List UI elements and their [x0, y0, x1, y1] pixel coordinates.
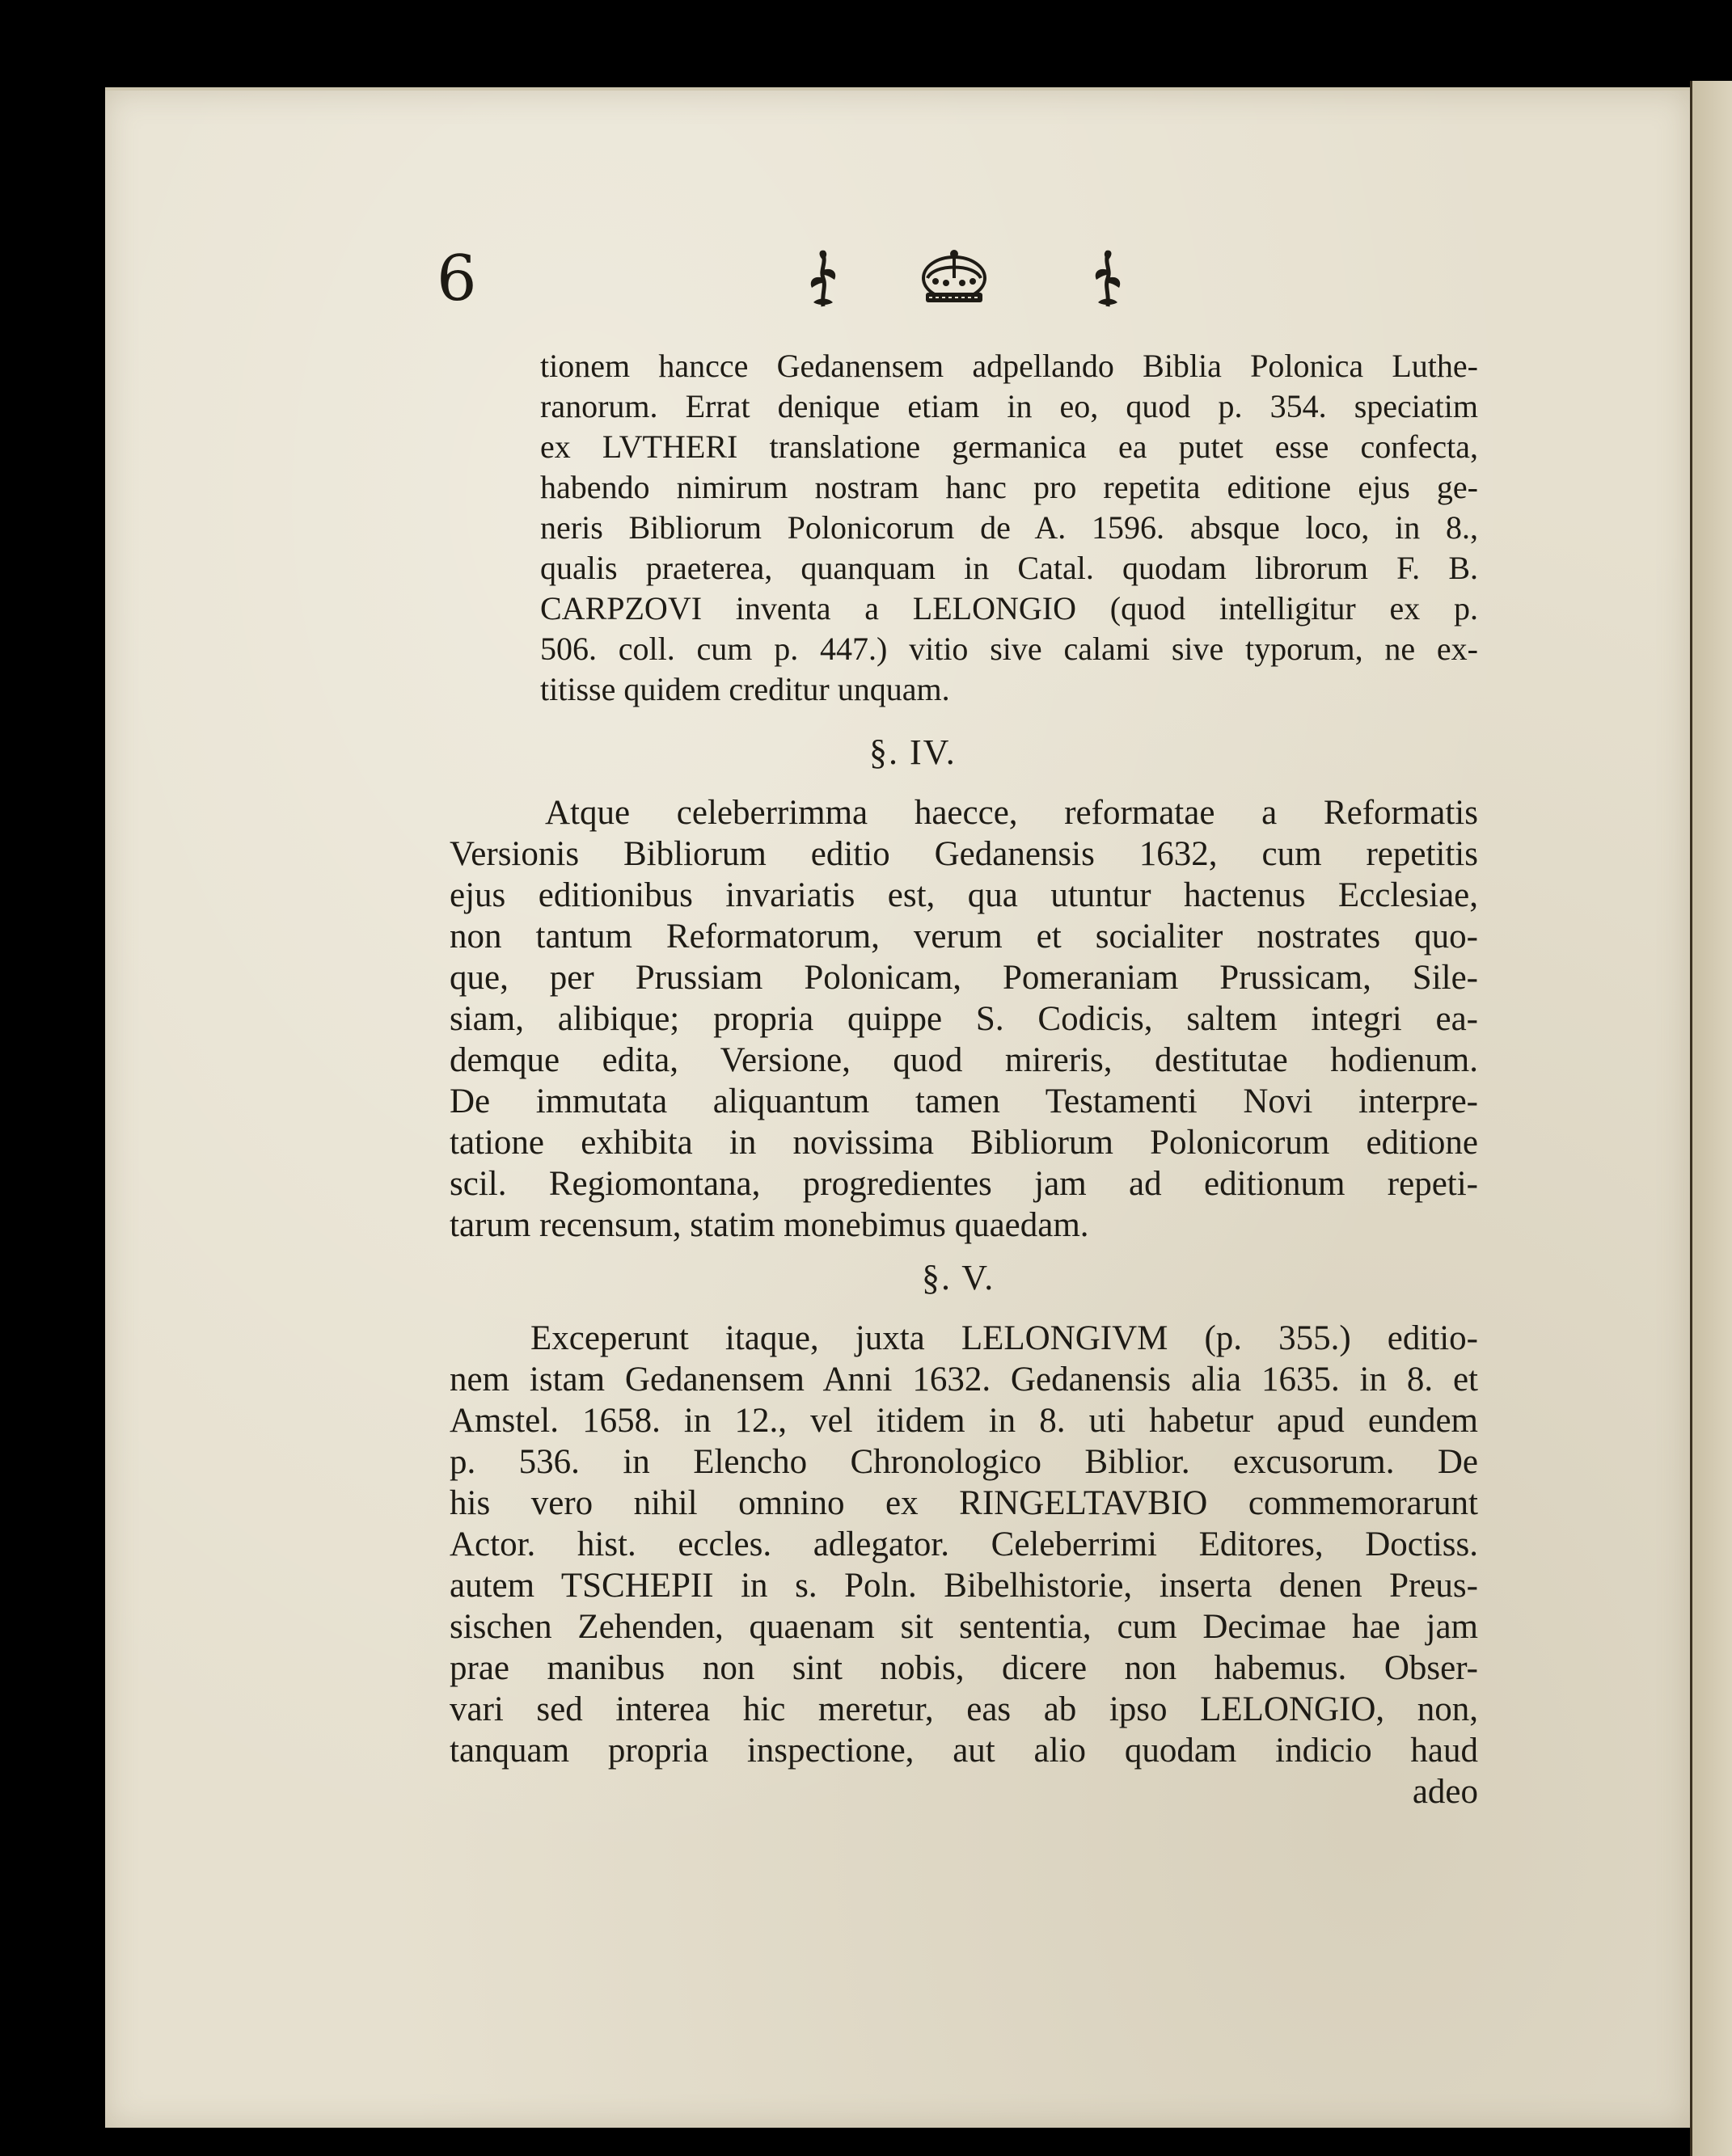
text-line: prae manibus non sint nobis, dicere non habemus. Obser- [450, 1649, 1478, 1687]
text-line: non tantum Reformatorum, verum et socialiter nostrates quo- [450, 918, 1478, 956]
page-header [437, 243, 1164, 331]
text-line: Atque celeberrimma haecce, reformatae a Reformatis [545, 794, 1478, 832]
text-line: his vero nihil omnino ex RINGELTAVBIO commemorarunt [450, 1484, 1478, 1522]
text-line: vari sed interea hic meretur, eas ab ipso LELONGIO, non, [450, 1690, 1478, 1728]
text-line: siam, alibique; propria quippe S. Codicis, saltem integri ea- [450, 1000, 1478, 1038]
text-line: ex LVTHERI translatione germanica ea putet esse confecta, [540, 428, 1478, 465]
text-line: autem TSCHEPII in s. Poln. Bibelhistorie, inserta denen Preus- [450, 1567, 1478, 1605]
page-number: 6 [437, 243, 477, 315]
text-line: tanquam propria inspectione, aut alio quodam indicio haud [450, 1732, 1478, 1770]
text-line: ranorum. Errat denique etiam in eo, quod p. 354. speciatim [540, 388, 1478, 424]
text-line: De immutata aliquantum tamen Testamenti Novi interpre- [450, 1082, 1478, 1120]
text-line: scil. Regiomontana, progredientes jam ad editionum repeti- [450, 1165, 1478, 1203]
text-line: habendo nimirum nostram hanc pro repetita editione ejus ge- [540, 469, 1478, 505]
text-line: titisse quidem creditur unquam. [540, 671, 950, 707]
text-line: tionem hancce Gedanensem adpellando Biblia Polonica Luthe- [540, 348, 1478, 384]
paragraph-2 [450, 792, 1478, 1246]
text-line: que, per Prussiam Polonicam, Pomeraniam Prussicam, Sile- [450, 959, 1478, 997]
text-line: sischen Zehenden, quaenam sit sententia, cum Decimae hae jam [450, 1608, 1478, 1646]
text-line: qualis praeterea, quanquam in Catal. quodam librorum F. B. [540, 550, 1478, 586]
text-line: Amstel. 1658. in 12., vel itidem in 8. uti habetur apud eundem [450, 1402, 1478, 1440]
text-line: neris Bibliorum Polonicorum de A. 1596. absque loco, in 8., [540, 509, 1478, 546]
text-line: Exceperunt itaque, juxta LELONGIVM (p. 355.) editio- [530, 1319, 1478, 1357]
text-line: ejus editionibus invariatis est, qua utuntur hactenus Ecclesiae, [450, 876, 1478, 914]
text-line: demque edita, Versione, quod mireris, destitutae hodienum. [450, 1041, 1478, 1079]
text-line: p. 536. in Elencho Chronologico Biblior. excusorum. De [450, 1443, 1478, 1481]
floral-ornament-icon [799, 246, 847, 314]
floral-ornament-icon [1084, 246, 1132, 314]
paragraph-1 [540, 346, 1478, 710]
paragraph-3 [450, 1318, 1478, 1812]
section-heading-v: §. V. [922, 1258, 995, 1297]
crown-icon [918, 246, 991, 314]
catchword: adeo [1412, 1773, 1478, 1811]
text-line: Actor. hist. eccles. adlegator. Celeberrimi Editores, Doctiss. [450, 1525, 1478, 1563]
text-line: nem istam Gedanensem Anni 1632. Gedanensis alia 1635. in 8. et [450, 1361, 1478, 1399]
text-line: 506. coll. cum p. 447.) vitio sive calami sive typorum, ne ex- [540, 631, 1478, 667]
facing-page-edge [1690, 81, 1732, 2156]
text-line: tatione exhibita in novissima Bibliorum Polonicorum editione [450, 1124, 1478, 1162]
text-line: Versionis Bibliorum editio Gedanensis 1632, cum repetitis [450, 835, 1478, 873]
text-line: tarum recensum, statim monebimus quaedam. [450, 1206, 1089, 1244]
section-heading-iv: §. IV. [869, 732, 957, 772]
text-line: CARPZOVI inventa a LELONGIO (quod intelligitur ex p. [540, 590, 1478, 627]
